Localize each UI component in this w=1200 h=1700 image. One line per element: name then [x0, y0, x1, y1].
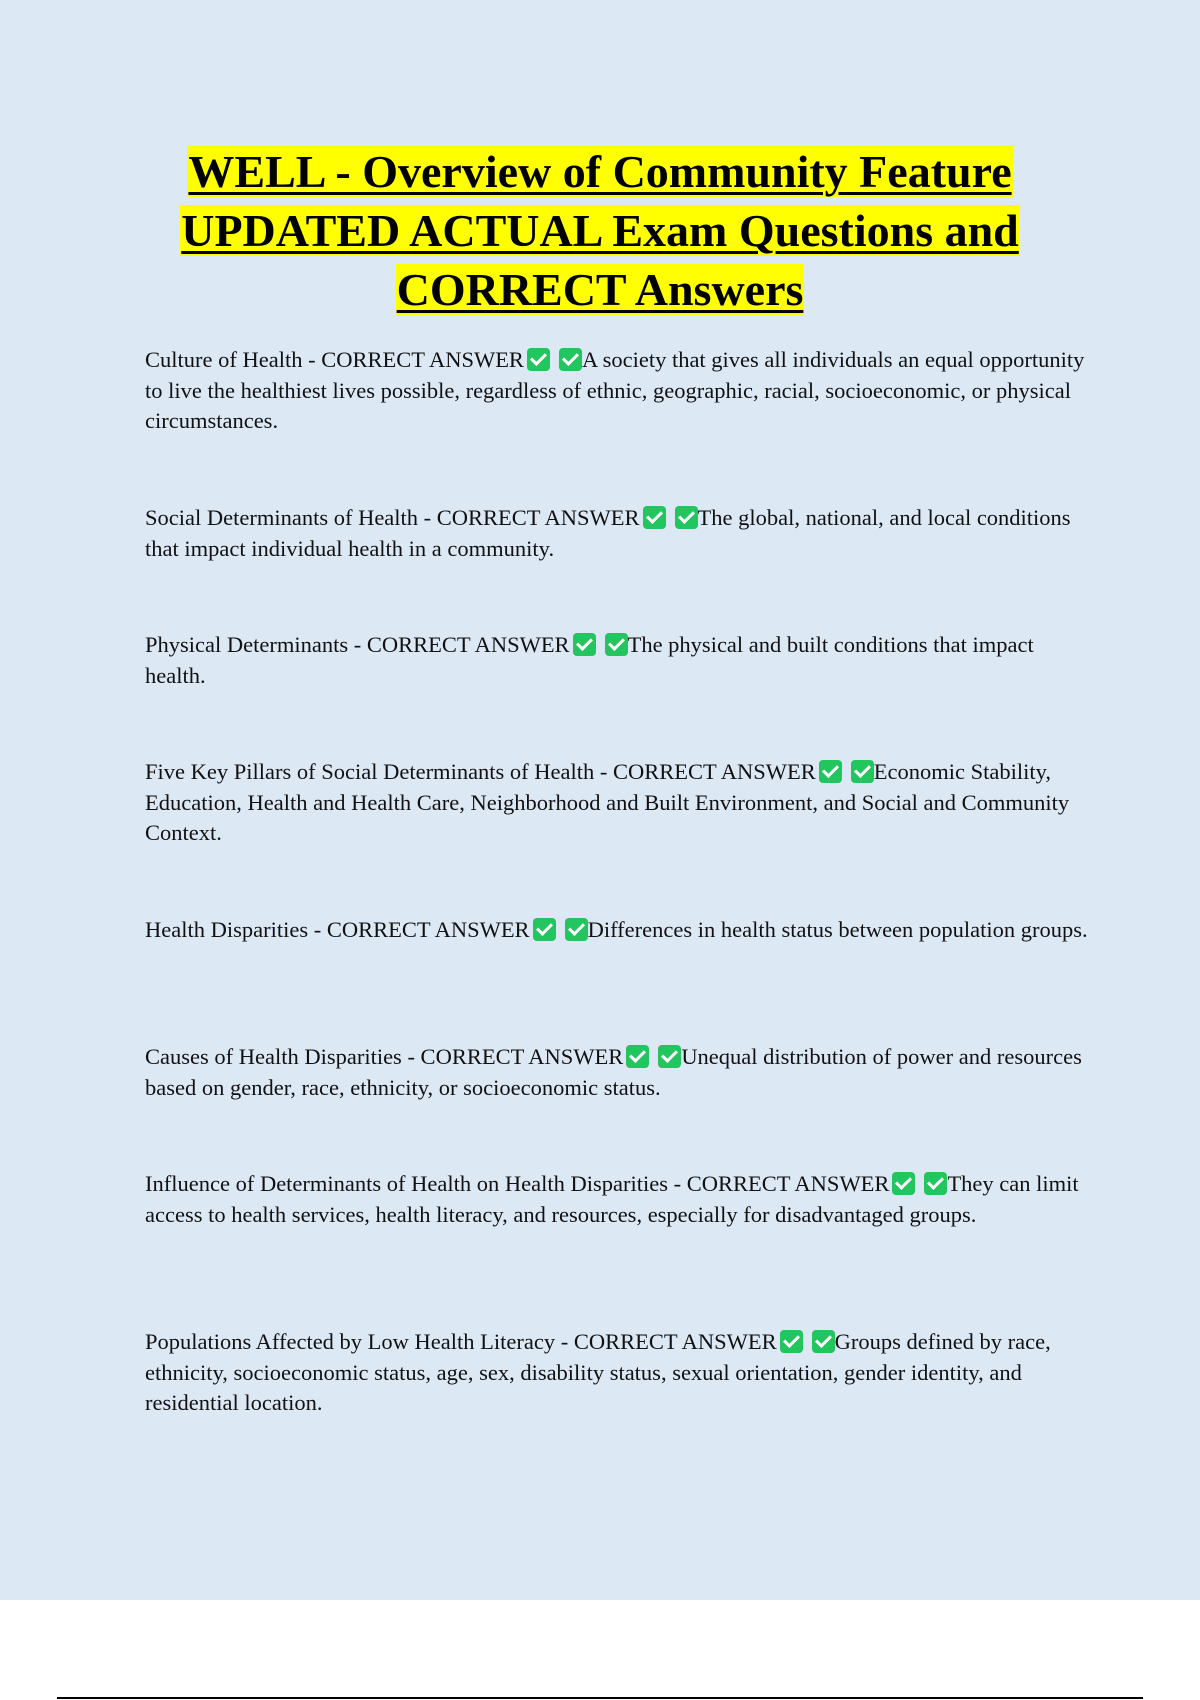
entry-term: Influence of Determinants of Health on Health Disparities - CORRECT ANSWER — [145, 1171, 890, 1196]
check-mark-icon — [605, 633, 628, 656]
check-mark-icon — [573, 633, 596, 656]
qa-entry — [145, 630, 1095, 691]
entry-term: Five Key Pillars of Social Determinants of Health - CORRECT ANSWER — [145, 759, 816, 784]
qa-entry — [145, 915, 1095, 946]
entry-term: Populations Affected by Low Health Literacy - CORRECT ANSWER — [145, 1329, 777, 1354]
qa-entry — [145, 345, 1095, 437]
entry-answer: The physical and built conditions that impact health. — [145, 632, 1034, 688]
entry-answer: A society that gives all individuals an equal opportunity to live the healthiest lives possible, regardless of ethnic, geographic, racial, socioeconomic, or physical circumstances. — [145, 347, 1085, 433]
check-mark-icon — [812, 1330, 835, 1353]
check-mark-icon — [675, 506, 698, 529]
entry-answer: Unequal distribution of power and resources based on gender, race, ethnicity, or socioeconomic status. — [145, 1044, 1082, 1100]
check-mark-icon — [780, 1330, 803, 1353]
title-line-3: CORRECT Answers — [396, 264, 804, 315]
entry-answer: They can limit access to health services, health literacy, and resources, especially for disadvantaged groups. — [145, 1171, 1079, 1227]
check-mark-icon — [924, 1172, 947, 1195]
check-mark-icon — [658, 1045, 681, 1068]
title-line-1: WELL - Overview of Community Feature — [188, 146, 1012, 197]
qa-entry — [145, 1327, 1095, 1419]
entry-answer: Differences in health status between population groups. — [587, 917, 1088, 942]
entry-answer: Economic Stability, Education, Health and Health Care, Neighborhood and Built Environment, and Social and Community Context. — [145, 759, 1070, 845]
check-mark-icon — [643, 506, 666, 529]
qa-entry — [145, 1169, 1095, 1230]
qa-entry — [145, 1042, 1095, 1103]
entry-answer: The global, national, and local conditions that impact individual health in a community. — [145, 505, 1071, 561]
check-mark-icon — [626, 1045, 649, 1068]
entry-answer: Groups defined by race, ethnicity, socioeconomic status, age, sex, disability status, sexual orientation, gender identity, and residential location. — [145, 1329, 1051, 1415]
check-mark-icon — [892, 1172, 915, 1195]
entry-term: Social Determinants of Health - CORRECT ANSWER — [145, 505, 640, 530]
entry-term: Causes of Health Disparities - CORRECT ANSWER — [145, 1044, 624, 1069]
footer-divider — [57, 1697, 1143, 1699]
check-mark-icon — [851, 760, 874, 783]
document-title — [100, 142, 1100, 319]
check-mark-icon — [527, 348, 550, 371]
entry-term: Culture of Health - CORRECT ANSWER — [145, 347, 524, 372]
check-mark-icon — [559, 348, 582, 371]
entry-term: Physical Determinants - CORRECT ANSWER — [145, 632, 570, 657]
check-mark-icon — [819, 760, 842, 783]
qa-entry — [145, 503, 1095, 564]
qa-entry — [145, 757, 1095, 849]
check-mark-icon — [565, 918, 588, 941]
check-mark-icon — [533, 918, 556, 941]
title-line-2: UPDATED ACTUAL Exam Questions and — [181, 205, 1019, 256]
entry-term: Health Disparities - CORRECT ANSWER — [145, 917, 530, 942]
